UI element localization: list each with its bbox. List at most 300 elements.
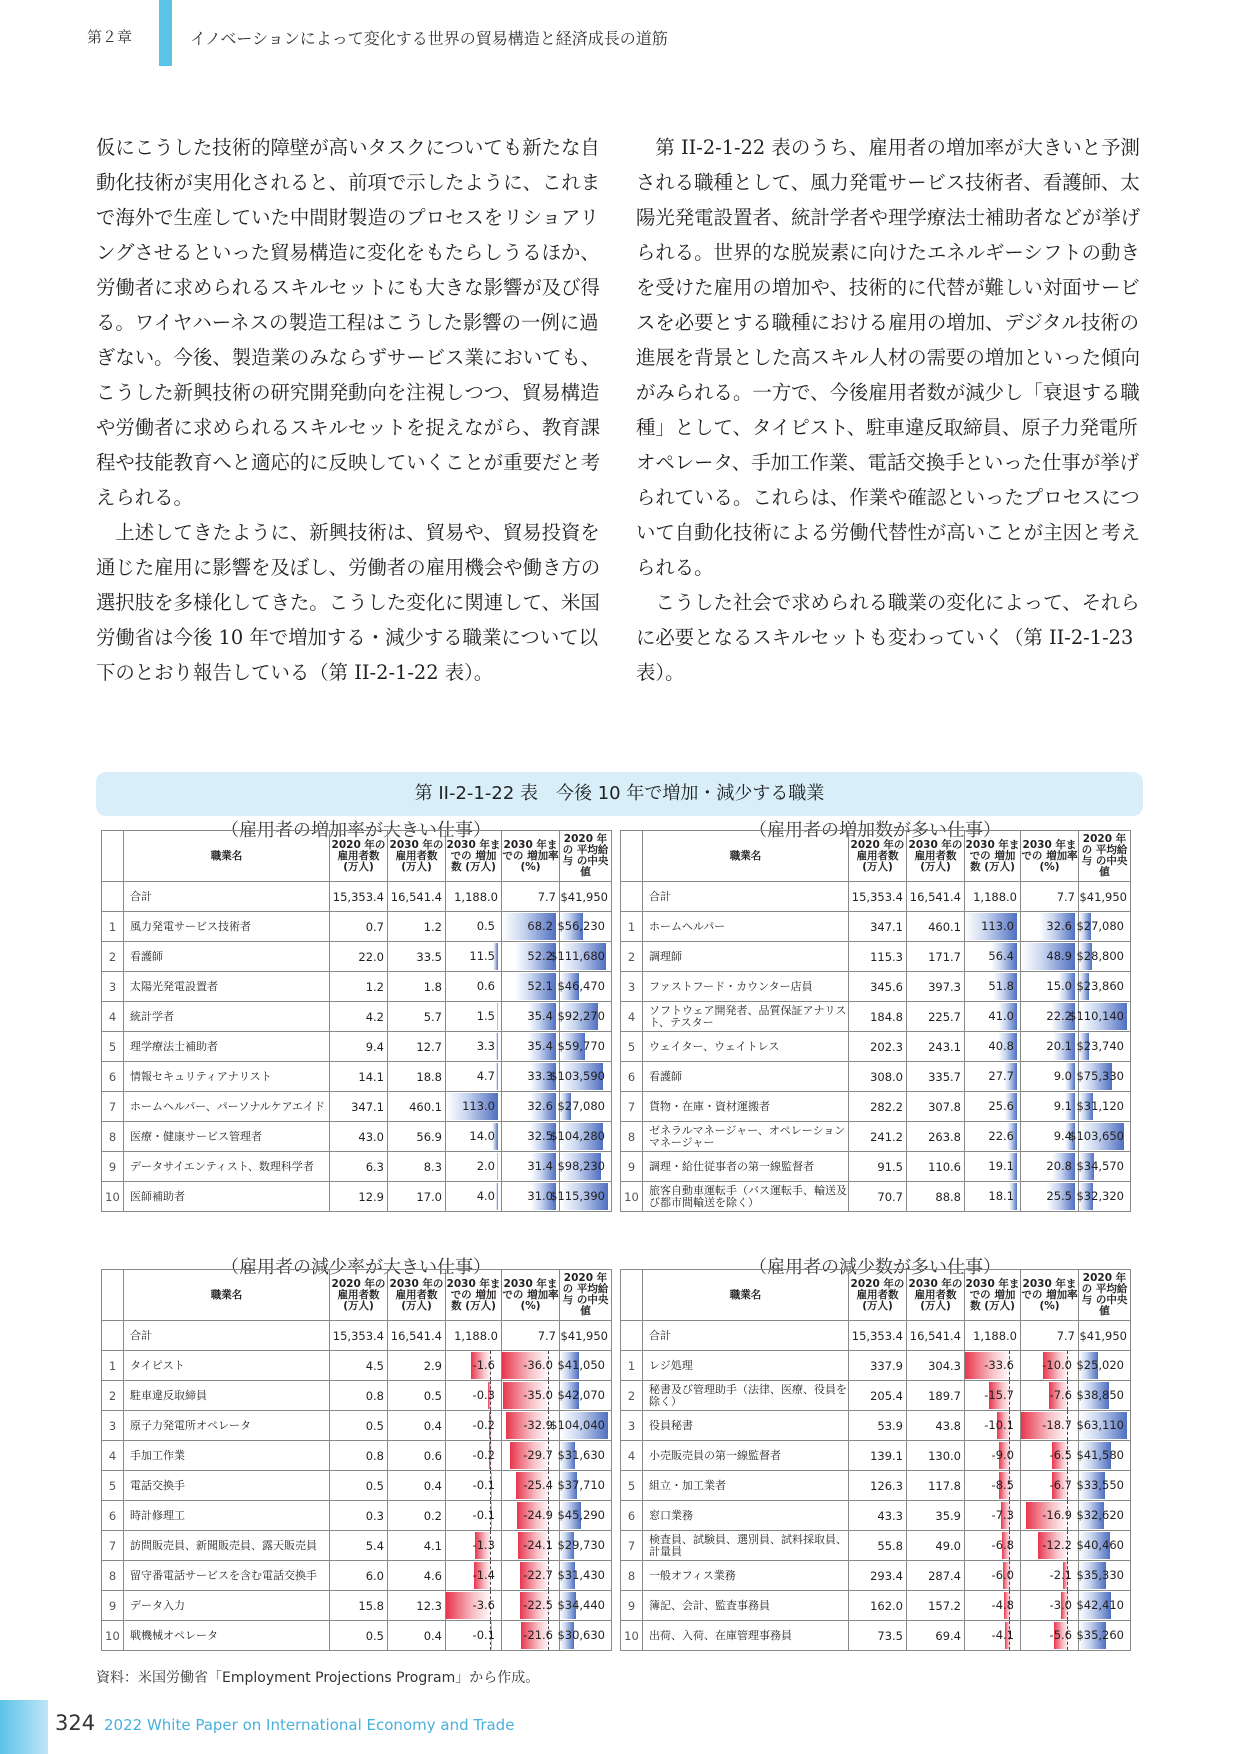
- value-text: $104,040: [550, 1418, 605, 1432]
- value-text: 1.2: [423, 919, 442, 934]
- change-cell: [446, 1411, 502, 1441]
- table-row: [102, 1321, 612, 1351]
- employment-2020: [849, 1591, 907, 1621]
- header-cell: 2020 年の 雇用者数 (万人): [330, 1270, 388, 1321]
- value-text: 32.6: [1046, 919, 1072, 933]
- rank-cell: 1: [102, 912, 124, 942]
- value-text: 0.6: [423, 1448, 442, 1463]
- rate-cell: [502, 1561, 560, 1591]
- wage-cell: [557, 1032, 612, 1062]
- rank-cell: [621, 1321, 643, 1351]
- rank-cell: 3: [102, 972, 124, 1002]
- header-cell: 職業名: [643, 1270, 849, 1321]
- value-text: 307.8: [928, 1099, 961, 1114]
- wage-cell: [557, 1471, 612, 1501]
- bar-holder: [1021, 1471, 1075, 1500]
- rate-cell: [502, 1152, 560, 1182]
- bar-holder: [502, 1062, 556, 1091]
- wage-cell: [550, 1062, 612, 1092]
- value-text: $32,320: [1076, 1189, 1124, 1203]
- table-row: [621, 1501, 1131, 1531]
- employment-2030: [907, 1621, 965, 1651]
- change-cell: [965, 1182, 1021, 1212]
- page-number: 324: [55, 1711, 96, 1735]
- occupation-name: 合計: [643, 1321, 849, 1351]
- value-text: 4.6: [423, 1568, 442, 1583]
- change-cell: [446, 1531, 502, 1561]
- value-text: 16,541.4: [909, 1328, 961, 1343]
- value-text: 14.0: [469, 1129, 495, 1143]
- rank-cell: 5: [102, 1471, 124, 1501]
- value-text: -22.7: [523, 1568, 553, 1582]
- value-cell: [965, 882, 1021, 912]
- value-text: 16,541.4: [390, 889, 442, 904]
- employment-2020: [849, 1501, 907, 1531]
- employment-2030: [388, 1591, 446, 1621]
- change-cell: [446, 1122, 502, 1152]
- value-text: -24.1: [523, 1538, 553, 1552]
- wage-cell: [557, 1092, 612, 1122]
- value-text: 171.7: [928, 949, 961, 964]
- bar-holder: [965, 1561, 1017, 1590]
- table-row: [102, 1621, 612, 1651]
- wage-cell: [557, 1501, 612, 1531]
- bar-holder: [1021, 1002, 1075, 1031]
- wage-cell: [557, 1152, 612, 1182]
- occupation-name: 時計修理工: [124, 1501, 330, 1531]
- bar-holder: [502, 1092, 556, 1121]
- rate-cell: [1021, 1621, 1079, 1651]
- bar-holder: [446, 1561, 498, 1590]
- rate-cell: [502, 912, 560, 942]
- rank-cell: 7: [102, 1531, 124, 1561]
- value-text: $41,950: [560, 1328, 608, 1343]
- bar-holder: [1076, 972, 1127, 1001]
- rank-cell: 9: [102, 1591, 124, 1621]
- value-text: -6.7: [1049, 1478, 1072, 1492]
- rank-cell: 1: [621, 1351, 643, 1381]
- wage-cell: [1076, 1591, 1131, 1621]
- value-text: -8.5: [991, 1478, 1014, 1492]
- value-text: -0.1: [472, 1478, 495, 1492]
- rate-cell: [502, 1092, 560, 1122]
- value-text: 6.0: [365, 1568, 384, 1583]
- value-text: $115,390: [550, 1189, 605, 1203]
- wage-cell: [1076, 1501, 1131, 1531]
- occupation-name: 統計学者: [124, 1002, 330, 1032]
- rank-cell: 10: [621, 1621, 643, 1651]
- value-text: 117.8: [928, 1478, 961, 1493]
- value-text: $59,770: [557, 1039, 605, 1053]
- rank-cell: 3: [102, 1411, 124, 1441]
- header-cell: 2030 年の 雇用者数 (万人): [388, 1270, 446, 1321]
- value-text: -24.9: [523, 1508, 553, 1522]
- value-text: 68.2: [527, 919, 553, 933]
- bar-holder: [557, 1471, 608, 1500]
- wage-cell: [1076, 1182, 1131, 1212]
- employment-2020: [330, 1411, 388, 1441]
- value-text: -2.1: [1049, 1568, 1072, 1582]
- table-row: [621, 1321, 1131, 1351]
- rank-cell: 8: [102, 1122, 124, 1152]
- employment-2020: [330, 972, 388, 1002]
- rate-cell: [502, 1441, 560, 1471]
- wage-cell: [1076, 1441, 1131, 1471]
- bar-holder: [502, 1441, 556, 1470]
- value-text: -4.1: [991, 1628, 1014, 1642]
- header-cell: 職業名: [643, 831, 849, 882]
- header-cell: 2030 年までの 増加数 (万人): [446, 831, 502, 882]
- value-text: 12.7: [416, 1039, 442, 1054]
- header-cell: [621, 831, 643, 882]
- occupation-name: 看護師: [124, 942, 330, 972]
- occupation-name: 貨物・在庫・資材運搬者: [643, 1092, 849, 1122]
- change-cell: [965, 1591, 1021, 1621]
- rank-cell: 10: [102, 1621, 124, 1651]
- rank-cell: 4: [102, 1441, 124, 1471]
- employment-2030: [388, 972, 446, 1002]
- value-text: 0.8: [365, 1448, 384, 1463]
- change-cell: [446, 1152, 502, 1182]
- table-row: [621, 1591, 1131, 1621]
- chapter-title: イノベーションによって変化する世界の貿易構造と経済成長の道筋: [190, 29, 668, 48]
- employment-2030: [907, 1152, 965, 1182]
- value-text: $40,460: [1076, 1538, 1124, 1552]
- employment-2020: [849, 942, 907, 972]
- bar-holder: [1076, 1092, 1127, 1121]
- value-text: -15.7: [984, 1388, 1014, 1402]
- rank-cell: [102, 1321, 124, 1351]
- value-text: $104,280: [550, 1129, 605, 1143]
- value-text: 43.3: [877, 1508, 903, 1523]
- value-cell: [446, 1321, 502, 1351]
- wage-cell: [1076, 1621, 1131, 1651]
- value-text: 11.5: [469, 949, 495, 963]
- occupation-table-panel: [620, 1269, 1130, 1651]
- employment-2030: [388, 1002, 446, 1032]
- bar-holder: [1021, 1032, 1075, 1061]
- bar-holder: [502, 1411, 556, 1440]
- employment-2030: [388, 1152, 446, 1182]
- header-cell: 2030 年までの 増加数 (万人): [965, 1270, 1021, 1321]
- table-row: [621, 1381, 1131, 1411]
- wage-cell: [557, 1441, 612, 1471]
- table-row: [102, 1351, 612, 1381]
- employment-2020: [330, 1591, 388, 1621]
- bar-holder: [446, 1591, 498, 1620]
- wage-cell: [557, 1531, 612, 1561]
- occupation-name: 組立・加工業者: [643, 1471, 849, 1501]
- table-row: [102, 1002, 612, 1032]
- bar-holder: [1076, 1381, 1127, 1410]
- bar-holder: [446, 1471, 498, 1500]
- value-text: -6.5: [1049, 1448, 1072, 1462]
- value-text: $32,620: [1076, 1508, 1124, 1522]
- bar-holder: [965, 1351, 1017, 1380]
- rank-cell: 9: [621, 1152, 643, 1182]
- employment-2020: [849, 1092, 907, 1122]
- value-text: 15,353.4: [851, 889, 903, 904]
- occupation-name: 合計: [643, 882, 849, 912]
- bar-holder: [1076, 1182, 1127, 1211]
- table-row: [621, 1182, 1131, 1212]
- value-text: -1.4: [472, 1568, 495, 1582]
- occupation-name: 風力発電サービス技術者: [124, 912, 330, 942]
- rank-cell: 10: [102, 1182, 124, 1212]
- value-cell: [849, 1321, 907, 1351]
- value-text: $41,950: [1079, 1328, 1127, 1343]
- value-text: 0.4: [423, 1628, 442, 1643]
- header-row: [102, 1270, 612, 1321]
- value-text: 347.1: [870, 919, 903, 934]
- bar-holder: [1021, 1182, 1075, 1211]
- bar-holder: [965, 1182, 1017, 1211]
- change-cell: [965, 912, 1021, 942]
- value-text: 335.7: [928, 1069, 961, 1084]
- value-text: 2.0: [476, 1159, 495, 1173]
- bar-holder: [965, 972, 1017, 1001]
- change-cell: [965, 942, 1021, 972]
- value-text: $41,580: [1076, 1448, 1124, 1462]
- value-text: 293.4: [870, 1568, 903, 1583]
- occupation-table-panel: [620, 830, 1130, 1212]
- value-text: 20.1: [1046, 1039, 1072, 1053]
- table-row: [621, 1062, 1131, 1092]
- table-row: [621, 1351, 1131, 1381]
- header-cell: 2030 年までの 増加率 (%): [1021, 831, 1079, 882]
- employment-2020: [330, 1381, 388, 1411]
- value-text: -29.7: [523, 1448, 553, 1462]
- change-cell: [965, 1441, 1021, 1471]
- value-text: $35,330: [1076, 1568, 1124, 1582]
- value-text: 31.0: [527, 1189, 553, 1203]
- value-text: 56.9: [416, 1129, 442, 1144]
- bar-holder: [502, 1471, 556, 1500]
- change-cell: [446, 1062, 502, 1092]
- bar-holder: [1021, 972, 1075, 1001]
- change-cell: [446, 1092, 502, 1122]
- change-cell: [965, 1501, 1021, 1531]
- value-cell: [502, 1321, 560, 1351]
- bar-holder: [446, 1182, 498, 1211]
- rate-cell: [1021, 1471, 1079, 1501]
- value-bar: [497, 1153, 498, 1180]
- occupation-name: タイピスト: [124, 1351, 330, 1381]
- value-text: 15,353.4: [332, 889, 384, 904]
- bar-holder: [502, 942, 556, 971]
- wage-cell: [1076, 1531, 1131, 1561]
- value-text: 0.7: [365, 919, 384, 934]
- employment-2030: [388, 1122, 446, 1152]
- bar-holder: [1076, 942, 1127, 971]
- change-cell: [965, 1122, 1021, 1152]
- value-text: $31,430: [557, 1568, 605, 1582]
- bar-holder: [446, 972, 498, 1001]
- value-text: -9.0: [991, 1448, 1014, 1462]
- bar-holder: [502, 1182, 556, 1211]
- value-text: -22.5: [523, 1598, 553, 1612]
- rank-cell: 5: [621, 1032, 643, 1062]
- value-text: 263.8: [928, 1129, 961, 1144]
- value-cell: [446, 882, 502, 912]
- occupation-table: [620, 830, 1131, 1212]
- value-text: 113.0: [462, 1099, 495, 1113]
- bar-holder: [965, 1032, 1017, 1061]
- value-text: 460.1: [409, 1099, 442, 1114]
- bar-holder: [1021, 1621, 1075, 1650]
- bar-holder: [557, 1092, 608, 1121]
- value-text: 7.7: [1056, 889, 1075, 904]
- value-text: 205.4: [870, 1388, 903, 1403]
- employment-2030: [907, 1002, 965, 1032]
- occupation-name: ホームヘルパー、パーソナルケアエイド: [124, 1092, 330, 1122]
- bar-holder: [446, 1122, 498, 1151]
- bar-holder: [1076, 1591, 1127, 1620]
- value-text: -21.6: [523, 1628, 553, 1642]
- bar-holder: [557, 1152, 608, 1181]
- rank-cell: 6: [621, 1501, 643, 1531]
- bar-holder: [446, 1092, 498, 1121]
- table-row: [621, 1621, 1131, 1651]
- value-cell: [1021, 1321, 1079, 1351]
- employment-2030: [388, 1561, 446, 1591]
- change-cell: [446, 1002, 502, 1032]
- employment-2030: [907, 1032, 965, 1062]
- bar-holder: [1076, 1351, 1127, 1380]
- rate-cell: [1021, 1501, 1079, 1531]
- rank-cell: 7: [621, 1531, 643, 1561]
- value-text: 17.0: [416, 1189, 442, 1204]
- value-text: $42,070: [557, 1388, 605, 1402]
- value-cell: [560, 1321, 612, 1351]
- rank-cell: 3: [621, 972, 643, 1002]
- value-text: 0.8: [365, 1388, 384, 1403]
- value-cell: [388, 1321, 446, 1351]
- employment-2020: [849, 1531, 907, 1561]
- value-text: 0.2: [423, 1508, 442, 1523]
- panel-caption: （雇用者の減少数が多い仕事）: [749, 1257, 1001, 1278]
- occupation-name: 秘書及び管理助手（法律、医療、役員を除く）: [643, 1381, 849, 1411]
- wage-cell: [1076, 972, 1131, 1002]
- change-cell: [965, 1002, 1021, 1032]
- value-text: 91.5: [877, 1159, 903, 1174]
- value-text: $33,550: [1076, 1478, 1124, 1492]
- bar-holder: [557, 1621, 608, 1650]
- table-row: [621, 1531, 1131, 1561]
- value-cell: [560, 882, 612, 912]
- occupation-name: 看護師: [643, 1062, 849, 1092]
- value-text: $92,270: [557, 1009, 605, 1023]
- rank-cell: 2: [621, 1381, 643, 1411]
- occupation-table-panel: [101, 830, 611, 1212]
- value-text: 9.4: [1053, 1129, 1072, 1143]
- table-row: [621, 972, 1131, 1002]
- value-cell: [965, 1321, 1021, 1351]
- bar-holder: [965, 1152, 1017, 1181]
- bar-holder: [446, 1351, 498, 1380]
- employment-2020: [849, 1561, 907, 1591]
- change-cell: [965, 1621, 1021, 1651]
- wage-cell: [1076, 1152, 1131, 1182]
- bar-holder: [1021, 1092, 1075, 1121]
- employment-2030: [388, 942, 446, 972]
- value-text: $111,680: [550, 949, 605, 963]
- employment-2020: [330, 1441, 388, 1471]
- value-text: 18.8: [416, 1069, 442, 1084]
- occupation-name: 合計: [124, 1321, 330, 1351]
- wage-cell: [1076, 1032, 1131, 1062]
- value-text: 9.1: [1053, 1099, 1072, 1113]
- table-row: [621, 1441, 1131, 1471]
- value-text: -1.3: [472, 1538, 495, 1552]
- bar-holder: [557, 1441, 608, 1470]
- header-cell: 2020 年の 雇用者数 (万人): [330, 831, 388, 882]
- bar-holder: [557, 1381, 608, 1410]
- change-cell: [965, 1411, 1021, 1441]
- value-text: 48.9: [1046, 949, 1072, 963]
- table-row: [102, 882, 612, 912]
- occupation-name: データ入力: [124, 1591, 330, 1621]
- bar-holder: [502, 972, 556, 1001]
- employment-2030: [907, 1591, 965, 1621]
- value-text: $75,330: [1076, 1069, 1124, 1083]
- value-text: $41,950: [560, 889, 608, 904]
- value-text: 4.5: [365, 1358, 384, 1373]
- rate-cell: [1021, 1591, 1079, 1621]
- bar-holder: [1021, 1062, 1075, 1091]
- employment-2030: [388, 1351, 446, 1381]
- employment-2030: [388, 912, 446, 942]
- employment-2020: [330, 1122, 388, 1152]
- value-text: $46,470: [557, 979, 605, 993]
- occupation-name: レジ処理: [643, 1351, 849, 1381]
- table-row: [102, 1471, 612, 1501]
- value-text: -33.6: [984, 1358, 1014, 1372]
- occupation-name: 調理・給仕従事者の第一線監督者: [643, 1152, 849, 1182]
- value-text: $110,140: [1069, 1009, 1124, 1023]
- rate-cell: [1021, 1441, 1079, 1471]
- bar-holder: [446, 1002, 498, 1031]
- value-text: 110.6: [928, 1159, 961, 1174]
- value-text: 184.8: [870, 1009, 903, 1024]
- header-cell: [102, 831, 124, 882]
- bar-holder: [557, 1351, 608, 1380]
- employment-2020: [330, 1531, 388, 1561]
- occupation-name: 小売販売員の第一線監督者: [643, 1441, 849, 1471]
- change-cell: [446, 1032, 502, 1062]
- panel-caption: （雇用者の増加数が多い仕事）: [749, 820, 1001, 841]
- value-text: $30,630: [557, 1628, 605, 1642]
- rank-cell: 4: [102, 1002, 124, 1032]
- employment-2030: [388, 1092, 446, 1122]
- value-text: 0.4: [423, 1478, 442, 1493]
- rank-cell: 7: [621, 1092, 643, 1122]
- occupation-name: ゼネラルマネージャー、オペレーションマネージャー: [643, 1122, 849, 1152]
- source-note: 資料：米国労働省「Employment Projections Program」から作成。: [96, 1670, 540, 1686]
- paragraph: 上述してきたように、新興技術は、貿易や、貿易投資を通じた雇用に影響を及ぼし、労働者の雇用機会や働き方の選択肢を多様化してきた。こうした変化に関連して、米国労働省は今後 10 年で増加する・減少する職業について以下のとおり報告している（第 II-2-1-22 表）。: [96, 521, 601, 684]
- employment-2020: [849, 1381, 907, 1411]
- value-cell: [907, 882, 965, 912]
- panel-caption: （雇用者の減少率が大きい仕事）: [221, 1257, 491, 1278]
- wage-cell: [1076, 1092, 1131, 1122]
- occupation-name: 理学療法士補助者: [124, 1032, 330, 1062]
- employment-2020: [849, 1351, 907, 1381]
- rank-cell: 9: [621, 1591, 643, 1621]
- table-row: [621, 1002, 1131, 1032]
- bar-holder: [1021, 1122, 1075, 1151]
- bar-holder: [446, 1062, 498, 1091]
- bar-holder: [557, 912, 608, 941]
